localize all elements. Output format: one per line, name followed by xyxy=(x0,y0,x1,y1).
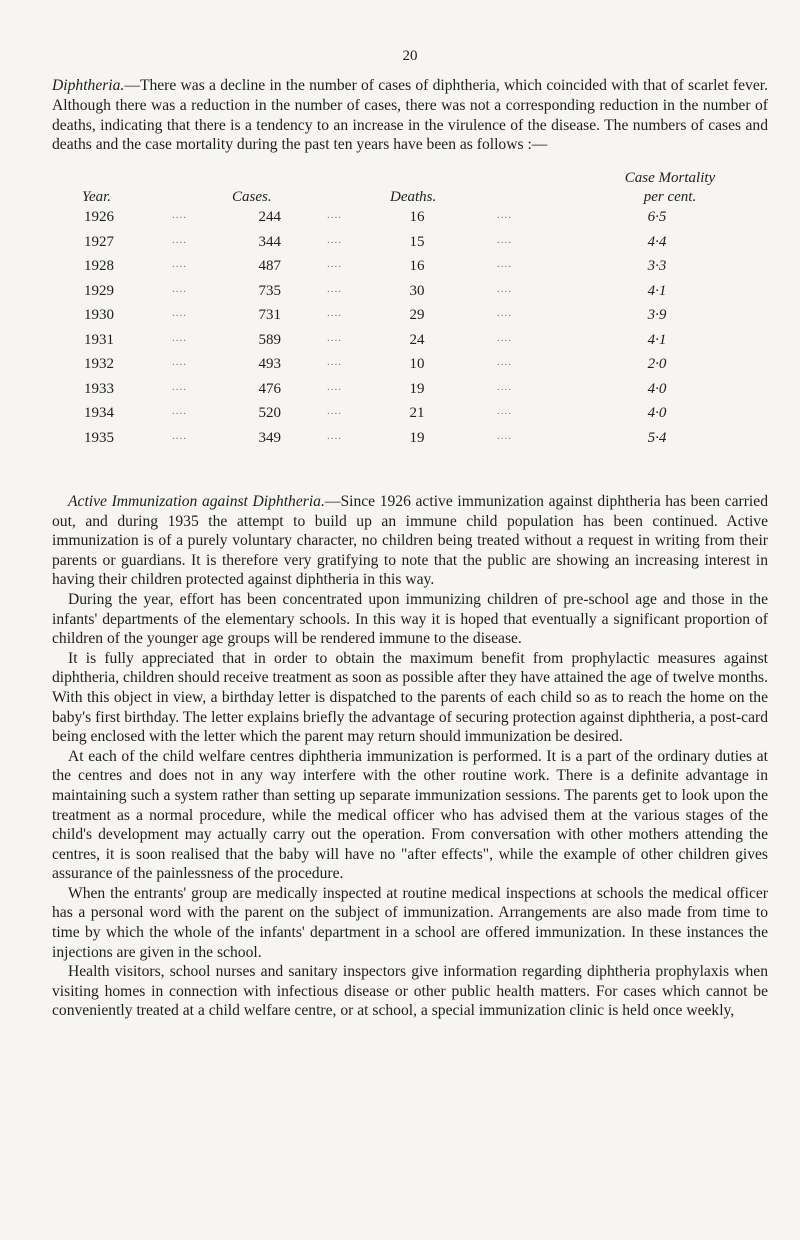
leader-dots: .... xyxy=(497,331,512,344)
cell-year: 1934 xyxy=(84,405,114,421)
cell-case-mortality: 3·3 xyxy=(647,258,667,274)
cell-year: 1931 xyxy=(84,331,114,348)
cell-deaths: 19 xyxy=(409,380,425,397)
cell-deaths: 15 xyxy=(409,233,425,250)
leader-dots: .... xyxy=(327,380,342,393)
table-row xyxy=(52,354,768,379)
leader-dots: .... xyxy=(327,405,342,417)
paragraph-health-visitors: Health visitors, school nurses and sanitary inspectors give information regarding diphtheria prophylaxis when visiting homes in connection with infectious disease or other public health matters. For cases which cannot be conveniently treated at a child welfare centre, or at school, a special immunization clinic is held once weekly, xyxy=(52,963,768,1020)
cell-deaths: 21 xyxy=(409,405,425,421)
cell-year: 1935 xyxy=(84,429,114,446)
table-row xyxy=(52,232,768,257)
leader-dots: .... xyxy=(172,258,187,270)
table-row xyxy=(52,403,768,428)
cell-case-mortality: 5·4 xyxy=(647,429,667,446)
cell-cases: 589 xyxy=(258,331,281,348)
leader-dots: .... xyxy=(172,356,187,368)
leader-dots: .... xyxy=(327,356,342,368)
leader-dots: .... xyxy=(172,282,187,295)
cell-year: 1928 xyxy=(84,258,114,274)
paragraph-welfare-centres: At each of the child welfare centres diphtheria immunization is performed. It is a part of the ordinary duties at the centres and does not in any way interfere with the other routine work. There is a definite advantage in maintaining such a system rather than setting up separate immunization sessions. The parents get to look upon the treatment as a normal procedure, while the medical officer who has advised them at the various stages of the child's development may actually carry out the operation. From conversation with other mothers attending the centres, it is soon realised that the baby will have no "after effects", while the example of other children gives assurance of the painlessness of the procedure. xyxy=(52,747,768,883)
cell-year: 1926 xyxy=(84,209,114,225)
cell-case-mortality: 2·0 xyxy=(647,356,667,372)
cell-case-mortality: 4·4 xyxy=(647,233,667,250)
leader-dots: .... xyxy=(497,258,512,270)
section-heading-immunization: Active Immunization against Diphtheria. xyxy=(68,493,325,510)
cell-case-mortality: 4·1 xyxy=(647,331,667,348)
paragraph-text: —Since 1926 active immunization against diphtheria has been carried out, and during 1935 the attempt to build up an immune child population has been continued. Active immunization is of a purely voluntary character, no children being treated without a request in writing from their parents or guardians. It is therefore very gratifying to note that the public are showing an increasing interest in having their children protected against diphtheria in this way. xyxy=(52,493,768,589)
paragraph-immunization xyxy=(52,492,768,590)
cell-cases: 735 xyxy=(258,282,281,299)
header-rate-line1: Case Mortality xyxy=(624,170,716,186)
cell-year: 1930 xyxy=(84,307,114,323)
cell-cases: 349 xyxy=(258,429,281,446)
cell-case-mortality: 4·0 xyxy=(647,405,667,421)
intro-text: —There was a decline in the number of cases of diphtheria, which coincided with that of scarlet fever. Although there was a reduction in the number of cases, there was not a corresponding reduction in the number of deaths, indicating that there is a tendency to an increase in the virulence of the disease. The numbers of cases and deaths and the case mortality during the past ten years have been as follows :— xyxy=(52,77,768,154)
leader-dots: .... xyxy=(172,429,187,442)
leader-dots: .... xyxy=(327,258,342,270)
leader-dots: .... xyxy=(497,209,512,221)
cell-case-mortality: 4·1 xyxy=(647,282,667,299)
table-row xyxy=(52,256,768,281)
table-row xyxy=(52,330,768,355)
leader-dots: .... xyxy=(172,209,187,221)
paragraph-pre-school: During the year, effort has been concentrated upon immunizing children of pre-school age and those in the infants' departments of the elementary schools. In this way it is hoped that eventually a significant proportion of children of the younger age groups will be rendered immune to the disease. xyxy=(52,590,768,648)
cell-year: 1929 xyxy=(84,282,114,299)
leader-dots: .... xyxy=(497,233,512,246)
table-row xyxy=(52,281,768,306)
cell-cases: 476 xyxy=(258,380,281,397)
table-row xyxy=(52,207,768,232)
leader-dots: .... xyxy=(497,429,512,442)
leader-dots: .... xyxy=(327,209,342,221)
table-body xyxy=(52,207,768,452)
diphtheria-table xyxy=(52,167,768,452)
intro-paragraph xyxy=(52,76,768,155)
header-year: Year. xyxy=(82,189,112,205)
cell-case-mortality: 4·0 xyxy=(647,380,667,397)
leader-dots: .... xyxy=(327,429,342,442)
paragraph-birthday-letter: It is fully appreciated that in order to obtain the maximum benefit from prophylactic measures against diphtheria, children should receive treatment as soon as possible after they have attained the age of twelve months. With this object in view, a birthday letter is dispatched to the parents of each child so as to reach the home on the baby's first birthday. The letter explains briefly the advantage of securing protection against diphtheria, a post-card being enclosed with the letter which the parent may return should immunization be desired. xyxy=(52,649,768,746)
table-header xyxy=(52,167,768,207)
cell-deaths: 30 xyxy=(409,282,425,299)
cell-year: 1927 xyxy=(84,233,114,250)
leader-dots: .... xyxy=(172,331,187,344)
leader-dots: .... xyxy=(497,356,512,368)
leader-dots: .... xyxy=(327,307,342,319)
table-row xyxy=(52,379,768,404)
leader-dots: .... xyxy=(327,233,342,246)
cell-case-mortality: 6·5 xyxy=(647,209,667,225)
header-rate-line2: per cent. xyxy=(643,189,697,205)
cell-cases: 244 xyxy=(258,209,281,225)
cell-year: 1933 xyxy=(84,380,114,397)
cell-cases: 344 xyxy=(258,233,281,250)
cell-deaths: 24 xyxy=(409,331,425,348)
header-deaths: Deaths. xyxy=(390,189,437,205)
cell-deaths: 10 xyxy=(409,356,425,372)
leader-dots: .... xyxy=(497,282,512,295)
table-row xyxy=(52,305,768,330)
cell-year: 1932 xyxy=(84,356,114,372)
cell-cases: 487 xyxy=(258,258,281,274)
leader-dots: .... xyxy=(327,331,342,344)
leader-dots: .... xyxy=(172,233,187,246)
section-heading-diphtheria: Diphtheria. xyxy=(52,77,125,94)
cell-deaths: 16 xyxy=(409,209,425,225)
page-number: 20 xyxy=(402,48,418,64)
leader-dots: .... xyxy=(497,405,512,417)
cell-case-mortality: 3·9 xyxy=(647,307,667,323)
cell-cases: 520 xyxy=(258,405,281,421)
cell-deaths: 16 xyxy=(409,258,425,274)
leader-dots: .... xyxy=(172,405,187,417)
cell-cases: 731 xyxy=(258,307,281,323)
header-case-mortality xyxy=(580,169,760,207)
leader-dots: .... xyxy=(172,380,187,393)
leader-dots: .... xyxy=(497,307,512,319)
paragraph-school-inspections: When the entrants' group are medically inspected at routine medical inspections at schools the medical officer has a personal word with the parent on the subject of immunization. Arrangements are also made from time to time by which the whole of the infants' department in a school are offered immunization. In these instances the injections are given in the school. xyxy=(52,884,768,961)
cell-deaths: 29 xyxy=(409,307,425,323)
cell-cases: 493 xyxy=(258,356,281,372)
leader-dots: .... xyxy=(172,307,187,319)
body-text xyxy=(52,492,768,1021)
header-cases: Cases. xyxy=(232,189,272,205)
table-row xyxy=(52,428,768,453)
leader-dots: .... xyxy=(497,380,512,393)
cell-deaths: 19 xyxy=(409,429,425,446)
leader-dots: .... xyxy=(327,282,342,295)
